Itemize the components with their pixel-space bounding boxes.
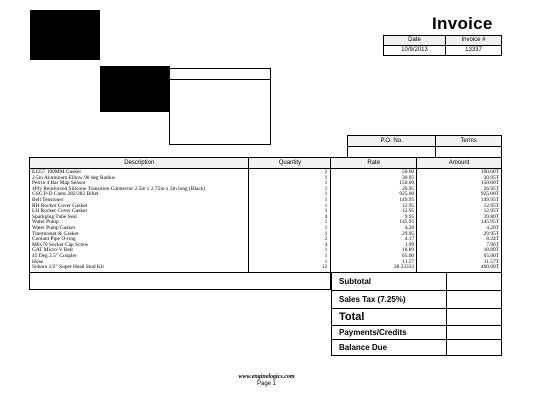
invoice-date: 10/9/2013 [384,46,446,56]
item-amount: 145.95T [417,220,502,226]
quantity-header: Quantity [249,158,331,169]
payments-label: Payments/Credits [332,326,447,340]
redacted-billto-block [100,66,170,112]
item-quantity: 1 [249,220,331,226]
item-quantity: 1 [249,204,331,210]
item-amount: 29.95T [417,232,502,238]
item-quantity: 2 [249,237,331,243]
item-quantity: 1 [249,232,331,238]
item-rate: 9.95 [331,215,417,221]
item-rate: 150.00 [331,181,417,187]
item-quantity: 1 [249,209,331,215]
item-amount: 26.95T [417,187,502,193]
item-amount: 30.95T [417,176,502,182]
item-rate: 12.95 [331,209,417,215]
invoice-title: Invoice [432,14,493,33]
page-number: Page 1 [256,381,277,387]
invoice-meta-table [383,35,502,56]
item-rate: 30.95 [331,176,417,182]
subtotal-value [447,273,502,291]
item-rate: 18.89 [331,248,417,254]
item-rate: 65.00 [331,254,417,260]
sales-tax-value [447,291,502,309]
item-quantity: 1 [249,198,331,204]
payments-value [447,326,502,340]
item-description: Hose [30,260,249,266]
po-terms-table [347,135,502,159]
item-quantity: 1 [249,187,331,193]
item-description: 4Ply Reinforced Silicone Transition Connector 2.5in x 2.75in x 3in long (Black) [30,187,249,193]
item-quantity: 1 [249,248,331,254]
item-rate: 1.99 [331,243,417,249]
item-description: Belt Tensioner [30,198,249,204]
item-quantity: 1 [249,226,331,232]
item-quantity: 4 [249,243,331,249]
item-rate: 50.00 [331,169,417,176]
item-description: Sparkplug Tube Seal [30,215,249,221]
item-quantity: 4 [249,215,331,221]
item-amount: 4.20T [417,226,502,232]
item-quantity: 12 [249,265,331,272]
item-description: Water Pump Gasket [30,226,249,232]
po-header: P.O. No. [348,136,436,147]
item-amount: 11.57T [417,260,502,266]
item-rate: 4.20 [331,226,417,232]
sales-tax-label: Sales Tax (7.25%) [332,291,447,309]
item-rate: 12.95 [331,204,417,210]
total-value [447,309,502,326]
line-items-table [29,157,502,273]
subtotal-label: Subtotal [332,273,447,291]
item-description: LH Rocker Cover Gasket [30,209,249,215]
item-description: EJ257 100MM Gasket [30,169,249,176]
item-rate: 145.95 [331,220,417,226]
item-quantity: 1 [249,254,331,260]
description-header: Description [30,158,249,169]
item-quantity: 2 [249,169,331,176]
item-description: Perrin 4 Bar Map Sensor [30,181,249,187]
item-rate: 38.33333 [331,265,417,272]
item-description: Thermostat & Gasket [30,232,249,238]
item-quantity: 1 [249,192,331,198]
item-description: M6x70 Socket Cap Screw [30,243,249,249]
item-amount: 925.00T [417,192,502,198]
item-description: GAT Micro-V Belt [30,248,249,254]
item-description: RH Rocker Cover Gasket [30,204,249,210]
redacted-company-block [30,10,100,60]
item-amount: 12.95T [417,204,502,210]
item-amount: 150.00T [417,181,502,187]
item-description: 45 Deg 2.5" Coupler [30,254,249,260]
item-quantity: 1 [249,260,331,266]
item-amount: 8.34T [417,237,502,243]
item-rate: 29.95 [331,232,417,238]
item-amount: 12.95T [417,209,502,215]
item-amount: 460.00T [417,265,502,272]
item-description: GSC P-D Cams 282/282 Billet [30,192,249,198]
invoice-number: 13337 [446,46,502,56]
rate-header: Rate [331,158,417,169]
amount-header: Amount [417,158,502,169]
item-description: 2.5in Aluminum Elbow 90 deg Radius [30,176,249,182]
item-quantity: 1 [249,176,331,182]
balance-due-label: Balance Due [332,340,447,356]
item-rate: 11.57 [331,260,417,266]
website-footer: www.enginelogics.com [238,374,295,380]
line-items-body [30,169,502,273]
totals-table [331,272,502,356]
item-rate: 149.95 [331,198,417,204]
item-description: Coolant Pipe O-ring [30,237,249,243]
item-amount: 18.89T [417,248,502,254]
terms-header: Terms [436,136,502,147]
item-quantity: 1 [249,181,331,187]
item-amount: 39.80T [417,215,502,221]
item-description: Subaru 1/2" Super Head Stud Kit [30,265,249,272]
total-label: Total [332,309,447,326]
item-amount: 7.96T [417,243,502,249]
balance-due-value [447,340,502,356]
item-rate: 4.17 [331,237,417,243]
invoice-number-header: Invoice # [446,36,502,46]
bill-to-divider [169,79,271,80]
item-amount: 149.95T [417,198,502,204]
item-description: Water Pump [30,220,249,226]
memo-box [29,272,331,290]
date-header: Date [384,36,446,46]
item-amount: 100.00T [417,169,502,176]
item-rate: 925.00 [331,192,417,198]
item-rate: 26.95 [331,187,417,193]
item-amount: 65.00T [417,254,502,260]
